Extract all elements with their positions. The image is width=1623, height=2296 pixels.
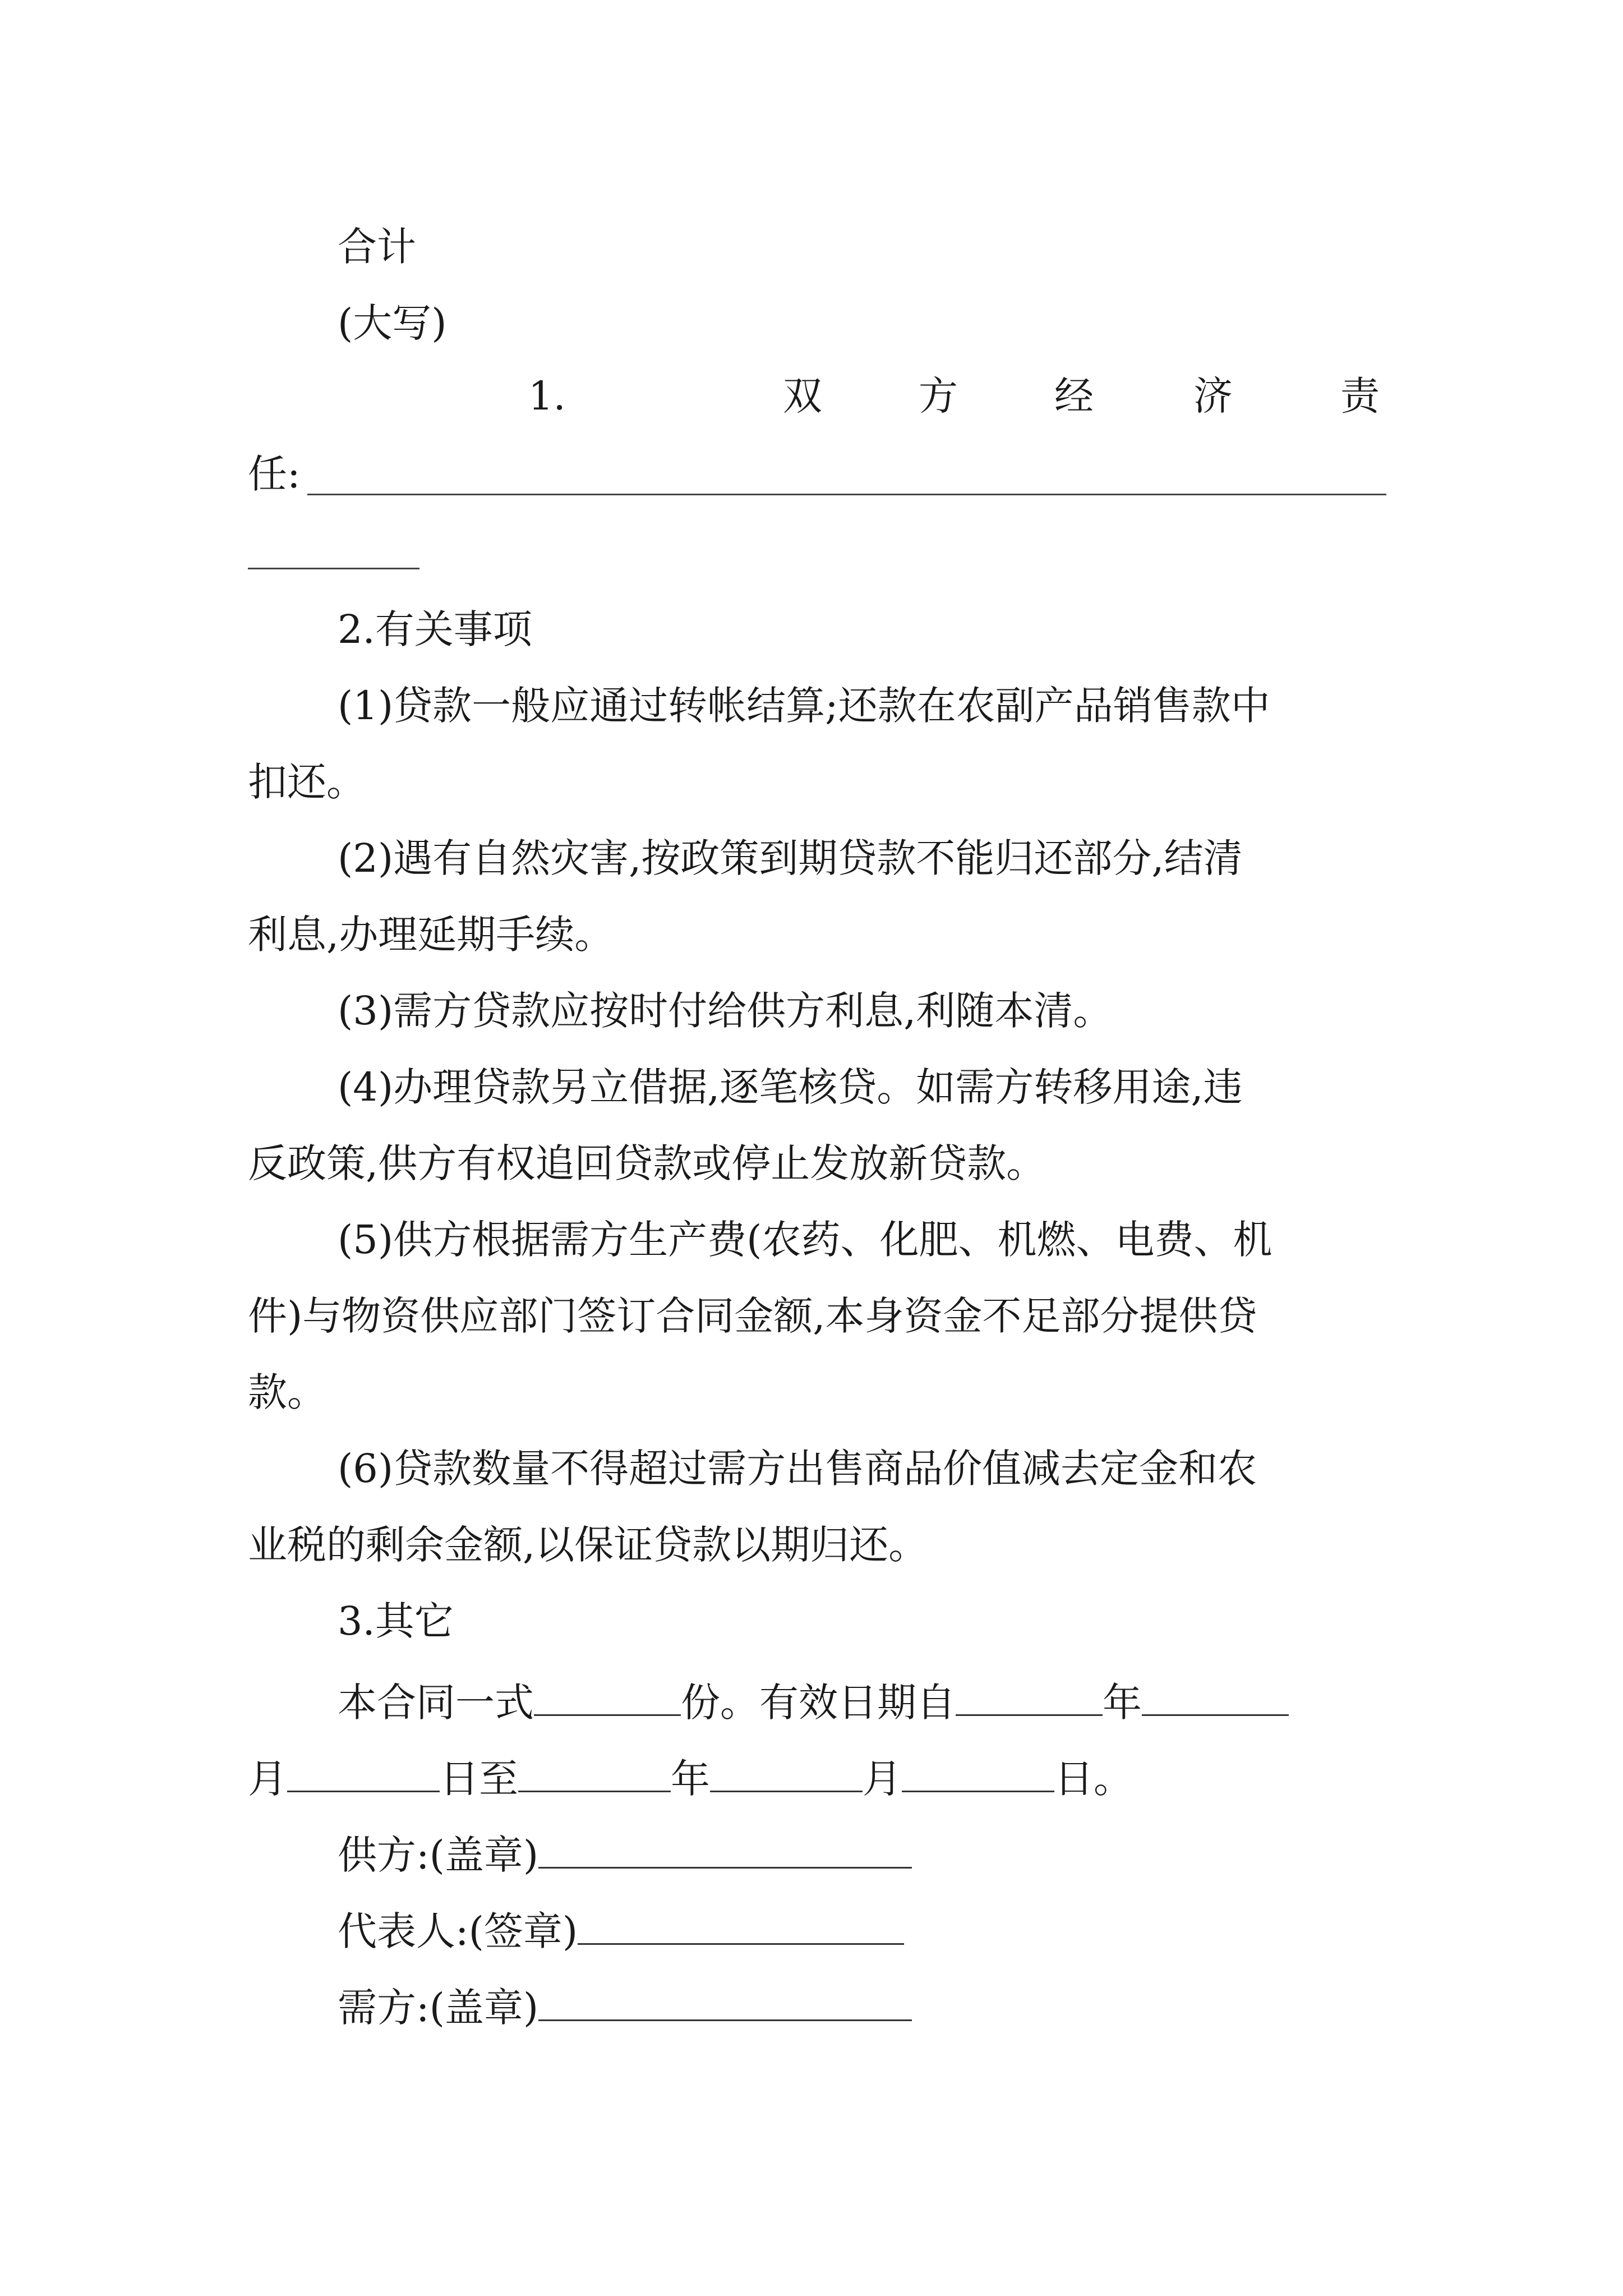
- copies-validity-line: [248, 1664, 1386, 1731]
- section1-char-5: 责: [1340, 373, 1380, 419]
- copies-blank[interactable]: [534, 1664, 681, 1716]
- section1-continuation: [248, 440, 1386, 508]
- end-day-blank[interactable]: [902, 1740, 1054, 1792]
- start-year-blank[interactable]: [956, 1664, 1103, 1716]
- section1-char-4: 济: [1193, 373, 1233, 419]
- section1-char-3: 经: [1054, 373, 1094, 419]
- validity-dates-line: [248, 1740, 1386, 1807]
- supplier-label: 供方:(盖章): [338, 1832, 539, 1878]
- item1-line2: 扣还。: [248, 759, 366, 805]
- responsibility-blank-line-1[interactable]: [307, 494, 1386, 495]
- item6-line1: (6)贷款数量不得超过需方出售商品价值减去定金和农: [338, 1446, 1257, 1492]
- item5-line1: (5)供方根据需方生产费(农药、化肥、机燃、电费、机: [338, 1217, 1272, 1263]
- item2-line2: 利息,办理延期手续。: [248, 912, 614, 958]
- year-label-1: 年: [1103, 1680, 1142, 1726]
- item5-line3: 款。: [248, 1369, 326, 1415]
- responsibility-blank-line-2[interactable]: [248, 568, 419, 569]
- end-month-blank[interactable]: [710, 1740, 863, 1792]
- buyer-sign-line: [248, 1969, 1386, 2036]
- start-day-blank[interactable]: [287, 1740, 440, 1792]
- buyer-label: 需方:(盖章): [338, 1985, 539, 2031]
- validity-from-label: 份。有效日期自: [681, 1680, 956, 1726]
- section2-title: 2.有关事项: [338, 606, 532, 652]
- item2-line1: (2)遇有自然灾害,按政策到期贷款不能归还部分,结清: [338, 835, 1243, 881]
- section3-title: 3.其它: [338, 1598, 454, 1644]
- year-label-2: 年: [671, 1756, 710, 1802]
- supplier-seal-blank[interactable]: [538, 1816, 912, 1869]
- item3-line1: (3)需方贷款应按时付给供方利息,利随本清。: [338, 988, 1113, 1034]
- day-label-end: 日。: [1054, 1756, 1133, 1802]
- representative-sign-blank[interactable]: [578, 1893, 904, 1945]
- representative-sign-line: [248, 1893, 1386, 1960]
- section1-cont-text: 任:: [248, 451, 301, 497]
- section1-char-2: 方: [919, 373, 958, 419]
- item6-line2: 业税的剩余金额,以保证贷款以期归还。: [248, 1522, 928, 1568]
- month-label-2: 月: [863, 1756, 902, 1802]
- month-label-1: 月: [248, 1756, 287, 1802]
- supplier-sign-line: [248, 1816, 1386, 1884]
- start-month-blank[interactable]: [1142, 1664, 1289, 1716]
- heji-line: 合计: [338, 224, 416, 270]
- item4-line2: 反政策,供方有权追回贷款或停止发放新贷款。: [248, 1140, 1046, 1186]
- daxie-line: (大写): [338, 300, 447, 346]
- item5-line2: 件)与物资供应部门签订合同金额,本身资金不足部分提供贷: [248, 1293, 1257, 1339]
- item1-line1: (1)贷款一般应通过转帐结算;还款在农副产品销售款中: [338, 683, 1270, 729]
- item4-line1: (4)办理贷款另立借据,逐笔核贷。如需方转移用途,违: [338, 1064, 1243, 1110]
- representative-label: 代表人:(签章): [338, 1908, 578, 1954]
- buyer-seal-blank[interactable]: [538, 1969, 912, 2021]
- end-year-blank[interactable]: [518, 1740, 671, 1792]
- section1-number: 1.: [528, 373, 566, 419]
- day-to-label: 日至: [440, 1756, 518, 1802]
- copies-label: 本合同一式: [338, 1680, 534, 1726]
- section1-char-1: 双: [783, 373, 822, 419]
